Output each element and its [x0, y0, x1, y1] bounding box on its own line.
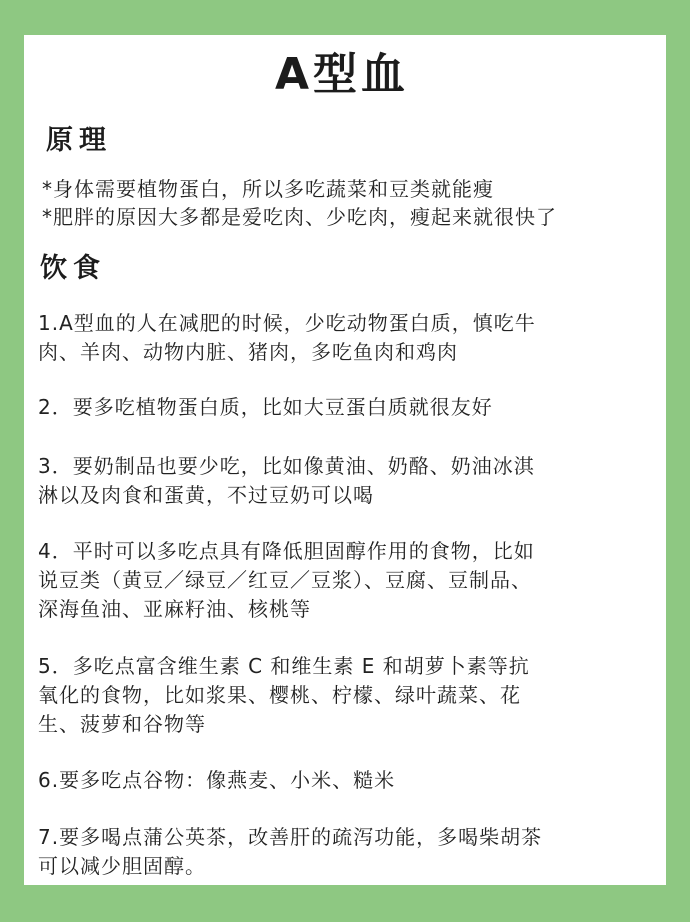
- heading-principle: 原理: [46, 125, 112, 156]
- diet-item-5-line-2: 氧化的食物，比如浆果、樱桃、柠檬、绿叶蔬菜、花: [38, 683, 521, 707]
- diet-item-7-line-2: 可以减少胆固醇。: [38, 854, 206, 878]
- diet-item-4-line-2: 说豆类（黄豆／绿豆／红豆／豆浆）、豆腐、豆制品、: [38, 568, 532, 592]
- diet-item-5-line-1: 5．多吃点富含维生素 C 和维生素 E 和胡萝卜素等抗: [38, 654, 530, 678]
- heading-diet: 饮食: [40, 253, 106, 284]
- diet-item-3-line-1: 3．要奶制品也要少吃，比如像黄油、奶酪、奶油冰淇: [38, 454, 535, 478]
- content-card: [24, 35, 666, 885]
- diet-item-7-line-1: 7.要多喝点蒲公英茶，改善肝的疏泻功能，多喝柴胡茶: [38, 825, 543, 849]
- diet-item-1-line-1: 1.A型血的人在减肥的时候，少吃动物蛋白质，慎吃牛: [38, 311, 536, 335]
- principle-point-2: *肥胖的原因大多都是爱吃肉、少吃肉，瘦起来就很快了: [42, 205, 557, 229]
- diet-item-6-line-1: 6.要多吃点谷物：像燕麦、小米、糙米: [38, 768, 396, 792]
- diet-item-1-line-2: 肉、羊肉、动物内脏、猪肉，多吃鱼肉和鸡肉: [38, 340, 458, 364]
- principle-point-1: *身体需要植物蛋白，所以多吃蔬菜和豆类就能瘦: [42, 177, 494, 201]
- diet-item-2-line-1: 2．要多吃植物蛋白质，比如大豆蛋白质就很友好: [38, 395, 493, 419]
- page-title: A型血: [274, 49, 410, 100]
- diet-item-4-line-1: 4．平时可以多吃点具有降低胆固醇作用的食物，比如: [38, 539, 535, 563]
- diet-item-5-line-3: 生、菠萝和谷物等: [38, 712, 206, 736]
- diet-item-4-line-3: 深海鱼油、亚麻籽油、核桃等: [38, 597, 311, 621]
- diet-item-3-line-2: 淋以及肉食和蛋黄，不过豆奶可以喝: [38, 483, 374, 507]
